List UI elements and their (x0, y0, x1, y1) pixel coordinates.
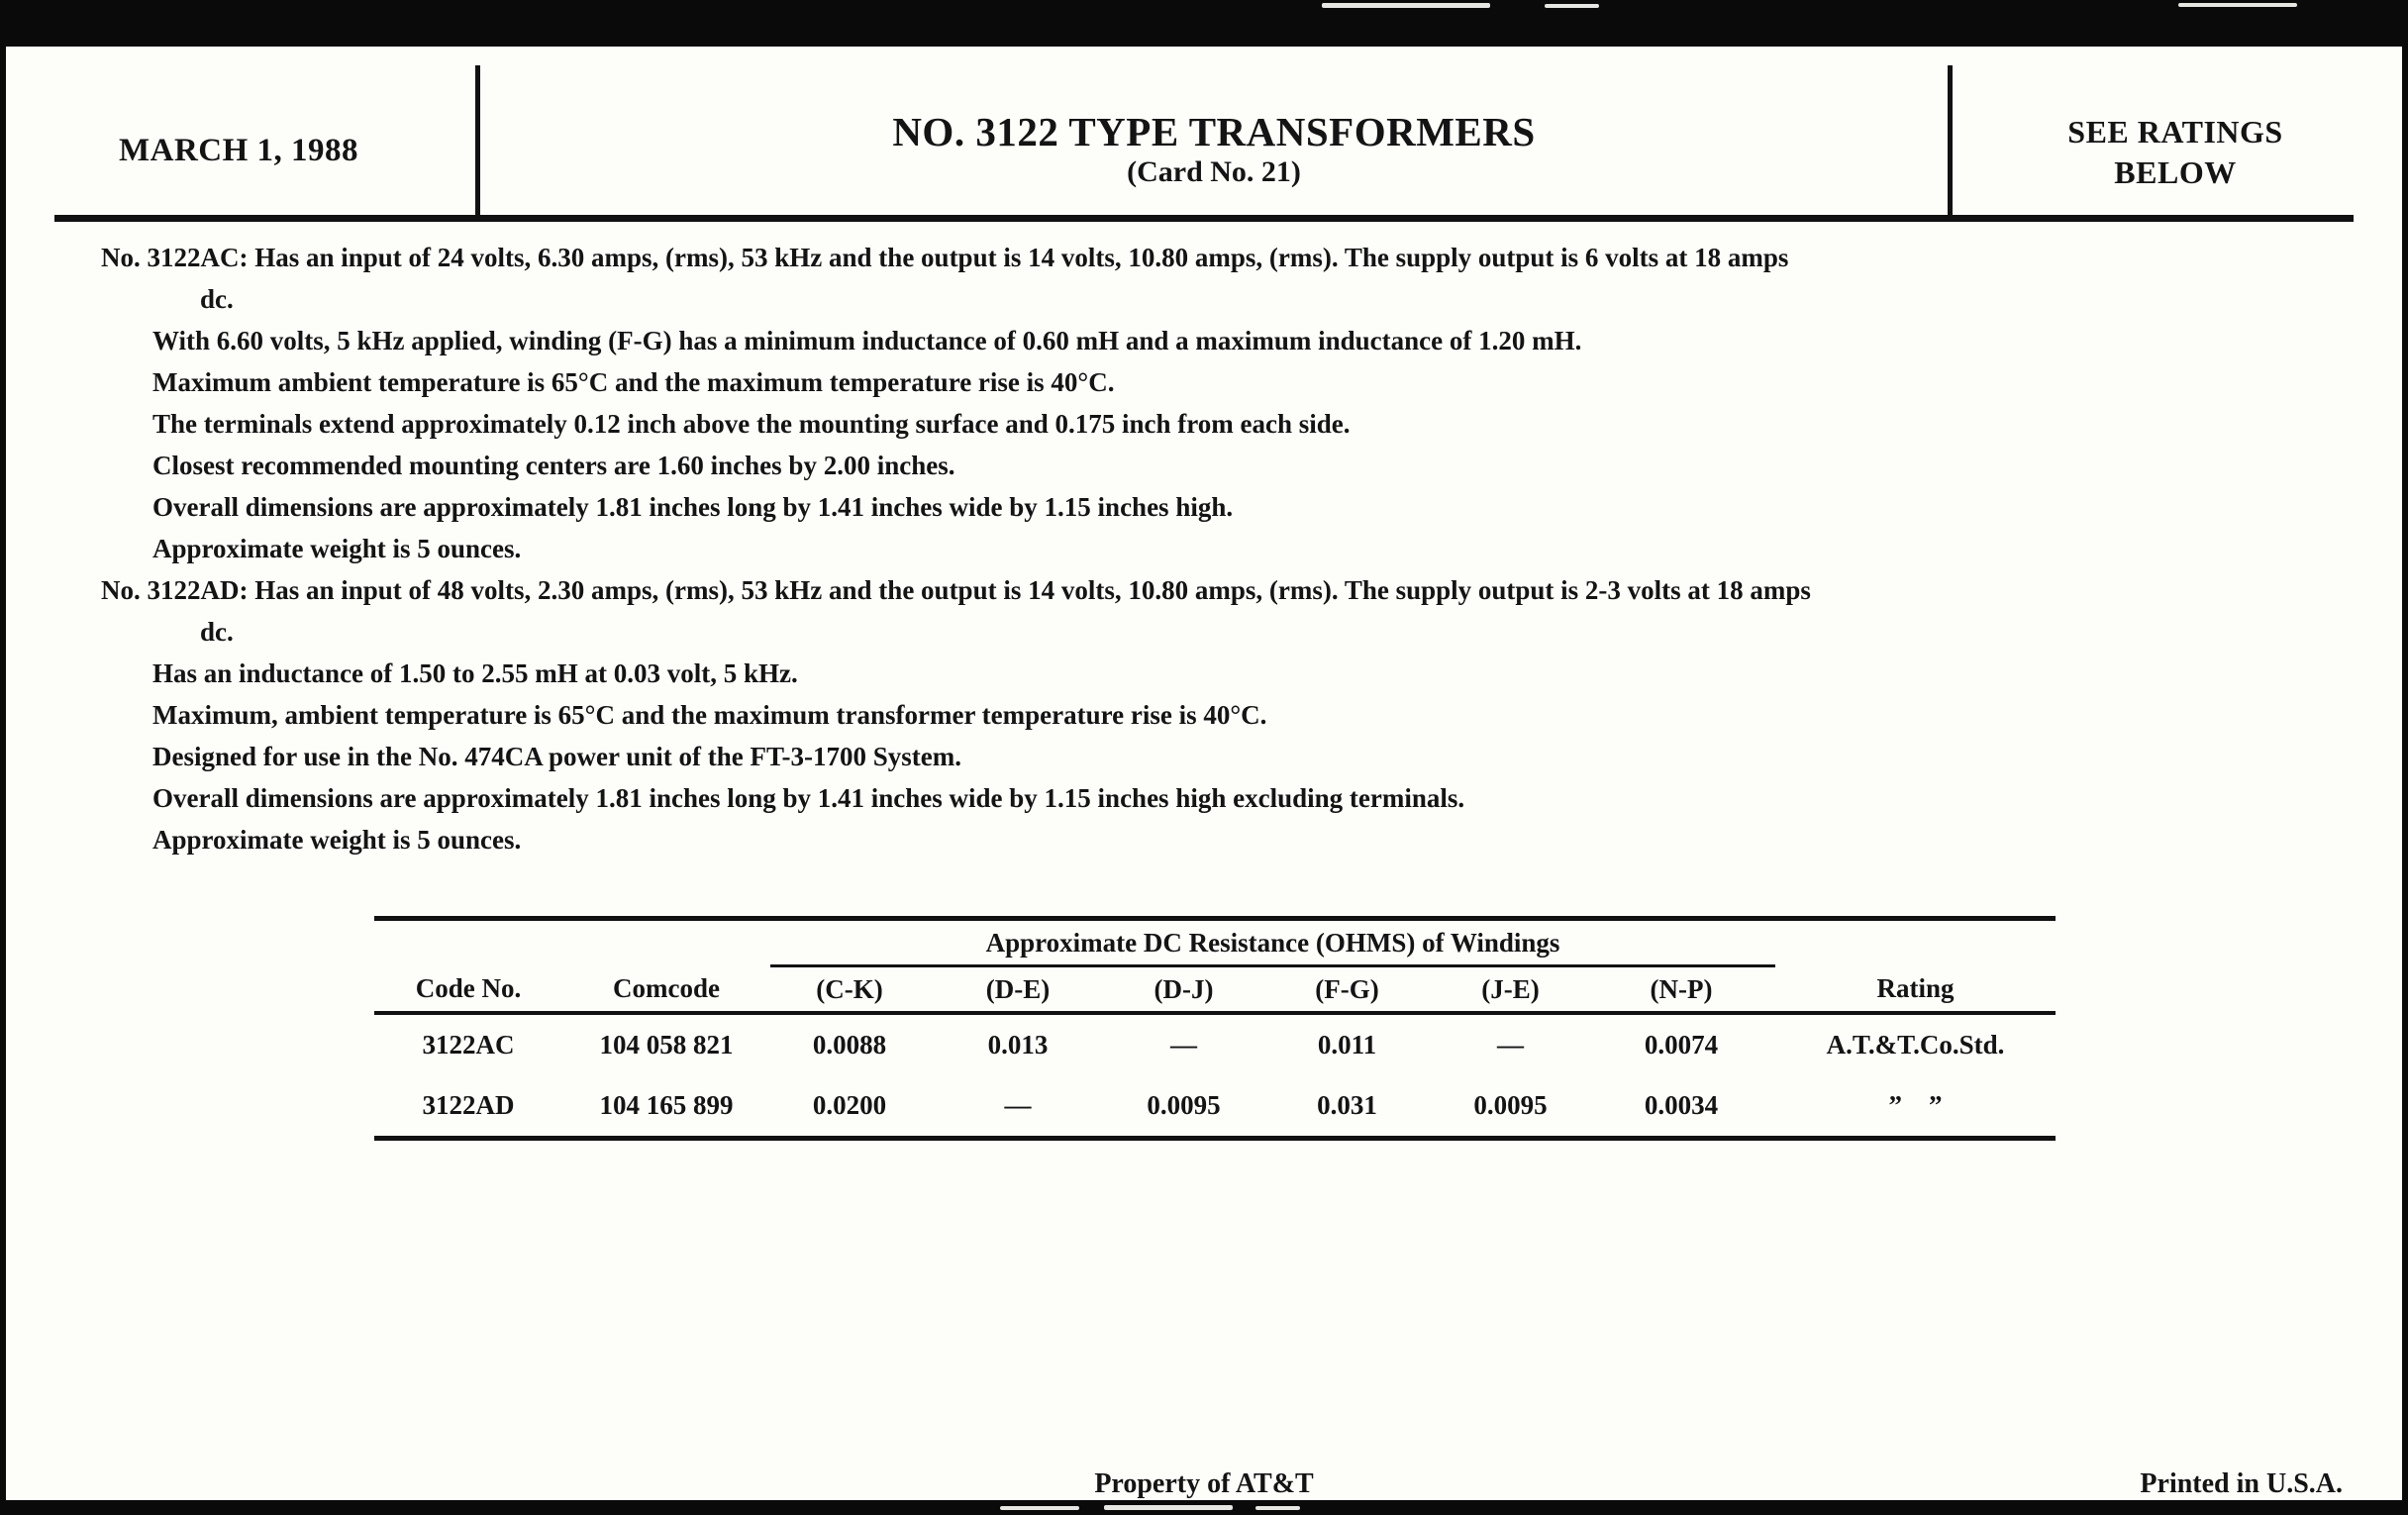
body-line: Maximum, ambient temperature is 65°C and the maximum transformer temperature rise is 40°C. (152, 700, 1267, 730)
cell-fg: 0.011 (1317, 1029, 1377, 1060)
column-header-fg: (F-G) (1260, 966, 1434, 1014)
column-header-np: (N-P) (1587, 966, 1775, 1014)
table-span-header-row (374, 919, 2056, 966)
body-line: dc. (200, 617, 234, 647)
column-header-ck: (C-K) (770, 966, 929, 1014)
body-line: dc. (200, 284, 234, 314)
body-line: Approximate weight is 5 ounces. (152, 825, 522, 855)
ratings-note-line1: SEE RATINGS (2067, 114, 2283, 150)
cell-rating: A.T.&T.Co.Std. (1826, 1029, 2005, 1060)
body-line: No. 3122AC: Has an input of 24 volts, 6.30 amps, (rms), 53 kHz and the output is 14 volts, 10.80 amps, (rms). The supply output is 6 volts at 18 amps (101, 243, 1789, 272)
column-header-rating: Rating (1775, 966, 2056, 1014)
cell-code-no: 3122AD (422, 1089, 515, 1120)
resistance-table-wrap (374, 916, 2056, 1141)
column-header-comcode: Comcode (562, 966, 770, 1014)
cell-comcode: 104 058 821 (599, 1029, 734, 1060)
body-line: Has an inductance of 1.50 to 2.55 mH at 0.03 volt, 5 kHz. (152, 658, 798, 688)
body-line: Approximate weight is 5 ounces. (152, 534, 522, 563)
cell-ck: 0.0200 (812, 1089, 887, 1120)
footer-property-notice: Property of AT&T (1094, 1468, 1314, 1499)
scan-speck (2178, 3, 2297, 7)
column-header-dj: (D-J) (1107, 966, 1260, 1014)
cell-fg: 0.031 (1317, 1089, 1377, 1120)
scan-speck (1255, 1506, 1300, 1510)
body-line: Closest recommended mounting centers are 1.60 inches by 2.00 inches. (152, 451, 955, 480)
document-date: MARCH 1, 1988 (118, 133, 359, 168)
column-header-de: (D-E) (929, 966, 1107, 1014)
scan-speck (1000, 1506, 1079, 1510)
body-line: Maximum ambient temperature is 65°C and the maximum temperature rise is 40°C. (152, 367, 1115, 397)
table-spacer (374, 919, 562, 966)
body-line: With 6.60 volts, 5 kHz applied, winding (F-G) has a minimum inductance of 0.60 mH and a maximum inductance of 1.20 mH. (152, 326, 1582, 355)
document-title: NO. 3122 TYPE TRANSFORMERS (892, 109, 1536, 154)
ratings-note (1953, 112, 2398, 193)
cell-rating: ” ” (1888, 1089, 1943, 1120)
cell-je: 0.0095 (1473, 1089, 1548, 1120)
body-line: The terminals extend approximately 0.12 inch above the mounting surface and 0.175 inch from each side. (152, 409, 1351, 439)
cell-dj: 0.0095 (1147, 1089, 1221, 1120)
table-spacer (562, 919, 770, 966)
scan-speck (1322, 3, 1490, 8)
cell-de: 0.013 (987, 1029, 1049, 1060)
cell-dj: — (1170, 1029, 1197, 1060)
column-header-je: (J-E) (1434, 966, 1587, 1014)
document-page (6, 47, 2402, 1500)
ratings-note-line2: BELOW (2114, 154, 2237, 190)
body-line: No. 3122AD: Has an input of 48 volts, 2.30 amps, (rms), 53 kHz and the output is 14 volts, 10.80 amps, (rms). The supply output is 2-3 volts at 18 amps (101, 575, 1811, 605)
body-line: Overall dimensions are approximately 1.81 inches long by 1.41 inches wide by 1.15 inches high excluding terminals. (152, 783, 1465, 813)
cell-ck: 0.0088 (812, 1029, 887, 1060)
footer-printed-notice: Printed in U.S.A. (2140, 1468, 2343, 1499)
cell-np: 0.0074 (1644, 1029, 1719, 1060)
cell-de: — (1004, 1089, 1032, 1120)
cell-code-no: 3122AC (422, 1029, 515, 1060)
cell-comcode: 104 165 899 (599, 1089, 734, 1120)
column-header-code-no: Code No. (374, 966, 562, 1014)
cell-je: — (1497, 1029, 1524, 1060)
body-line: Overall dimensions are approximately 1.81 inches long by 1.41 inches wide by 1.15 inches high. (152, 492, 1234, 522)
cell-np: 0.0034 (1644, 1089, 1719, 1120)
document-body (6, 237, 2402, 860)
header-rule (54, 215, 2354, 222)
scan-speck (1545, 4, 1599, 8)
table-row-3122ad (374, 1074, 2056, 1139)
table-header-row (374, 966, 2056, 1014)
windings-span-header: Approximate DC Resistance (OHMS) of Windings (770, 919, 1775, 966)
scan-speck (1104, 1505, 1233, 1510)
body-line: Designed for use in the No. 474CA power unit of the FT-3-1700 System. (152, 742, 962, 771)
resistance-table (374, 916, 2056, 1141)
document-subtitle: (Card No. 21) (1127, 155, 1301, 188)
table-spacer (1775, 919, 2056, 966)
header-title-block (480, 110, 1948, 191)
table-row-3122ac (374, 1013, 2056, 1074)
